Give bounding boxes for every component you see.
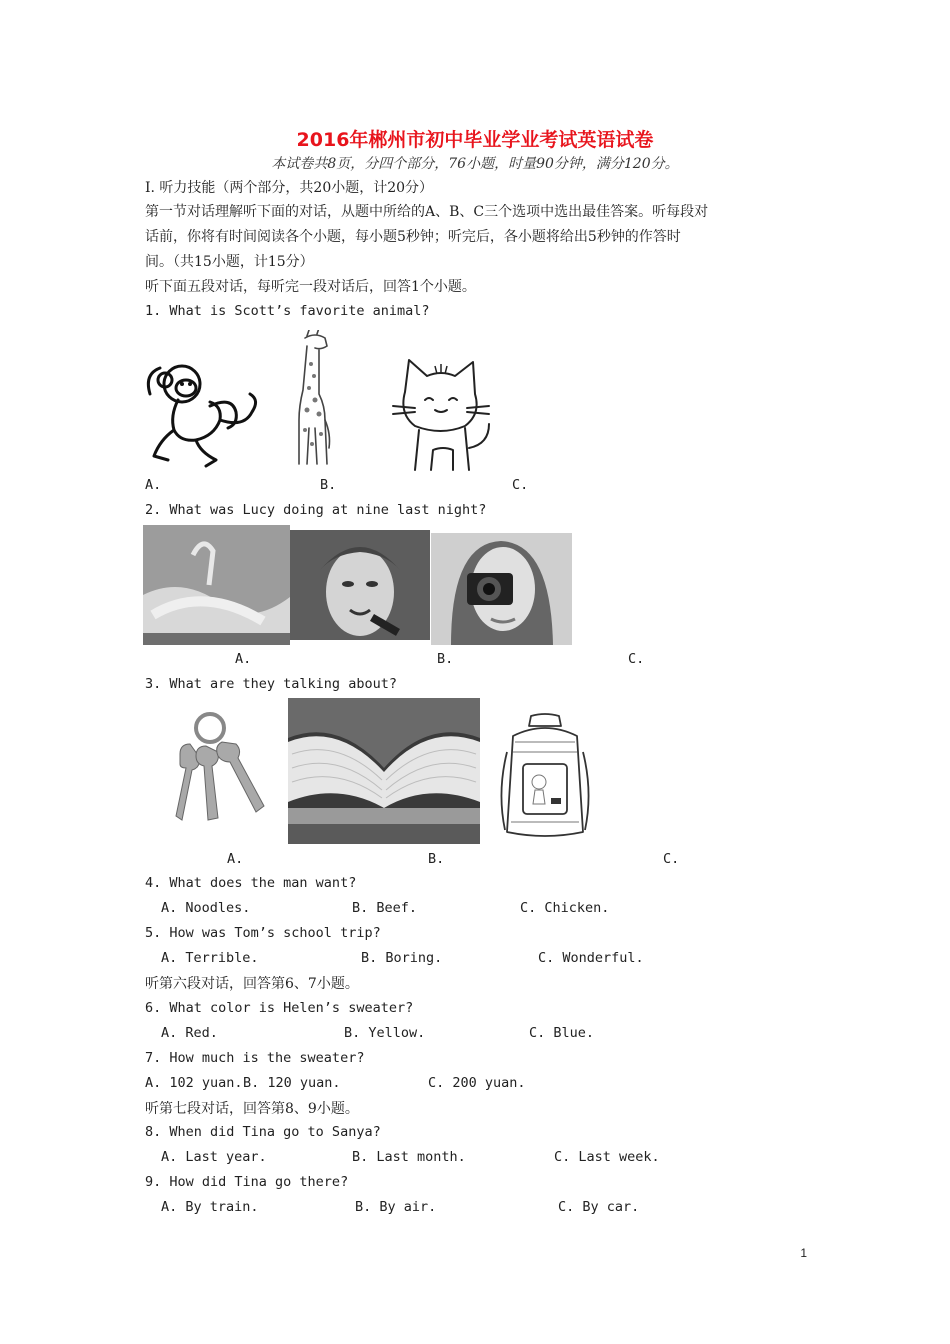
q3-option-b: B. <box>428 851 445 867</box>
question-6: 6. What color is Helen’s sweater? <box>145 1000 414 1016</box>
photographer-photo <box>431 533 572 645</box>
q2-option-b: B. <box>437 651 454 667</box>
q9-option-b: B. By air. <box>355 1199 437 1215</box>
q1-option-b: B. <box>320 477 337 493</box>
q2-option-a: A. <box>235 651 252 667</box>
q1-option-a: A. <box>145 477 162 493</box>
question-2: 2. What was Lucy doing at nine last night? <box>145 502 487 518</box>
intro-line-1: 第一节对话理解听下面的对话，从题中所给的A、B、C三个选项中选出最佳答案。听每段对 <box>145 204 709 220</box>
singing-photo <box>290 530 430 640</box>
question-9: 9. How did Tina go there? <box>145 1174 349 1190</box>
q7-option-b: B. 120 yuan. <box>243 1075 341 1091</box>
question-1: 1. What is Scott’s favorite animal? <box>145 303 430 319</box>
backpack-image <box>495 712 595 842</box>
q6-option-a: A. Red. <box>161 1025 218 1041</box>
question-4: 4. What does the man want? <box>145 875 357 891</box>
dancing-photo <box>143 525 290 645</box>
q8-option-a: A. Last year. <box>161 1149 267 1165</box>
intro-line-3: 间。（共15小题，计15分） <box>145 254 314 270</box>
intro-line-2: 话前，你将有时间阅读各个小题，每小题5秒钟；听完后，各小题将给出5秒钟的作答时 <box>145 229 681 245</box>
q3-option-a: A. <box>227 851 244 867</box>
question-3: 3. What are they talking about? <box>145 676 397 692</box>
q5-option-c: C. Wonderful. <box>538 950 644 966</box>
q4-option-b: B. Beef. <box>352 900 418 916</box>
question-5: 5. How was Tom’s school trip? <box>145 925 381 941</box>
instruction-q8-9: 听第七段对话，回答第8、9小题。 <box>145 1101 359 1117</box>
q1-option-c: C. <box>512 477 529 493</box>
q9-option-a: A. By train. <box>161 1199 259 1215</box>
q5-option-a: A. Terrible. <box>161 950 259 966</box>
exam-title: 2016年郴州市初中毕业学业考试英语试卷 <box>296 129 654 151</box>
monkey-image <box>140 356 265 471</box>
question-7: 7. How much is the sweater? <box>145 1050 365 1066</box>
q4-option-c: C. Chicken. <box>520 900 610 916</box>
q6-option-c: C. Blue. <box>529 1025 595 1041</box>
q8-option-b: B. Last month. <box>352 1149 466 1165</box>
q7-option-a: A. 102 yuan. <box>145 1075 243 1091</box>
cat-image <box>385 352 500 472</box>
q2-option-c: C. <box>628 651 645 667</box>
question-8: 8. When did Tina go to Sanya? <box>145 1124 381 1140</box>
q3-option-c: C. <box>663 851 680 867</box>
page-number: 1 <box>800 1246 807 1260</box>
q7-option-c: C. 200 yuan. <box>428 1075 526 1091</box>
q4-option-a: A. Noodles. <box>161 900 251 916</box>
keys-image <box>160 708 275 828</box>
instruction-q1-5: 听下面五段对话，每听完一段对话后，回答1个小题。 <box>145 279 476 295</box>
book-photo <box>288 698 480 844</box>
q5-option-b: B. Boring. <box>361 950 443 966</box>
section-heading: I. 听力技能（两个部分，共20小题，计20分） <box>145 180 434 196</box>
giraffe-image <box>285 330 365 470</box>
q6-option-b: B. Yellow. <box>344 1025 426 1041</box>
exam-subtitle: 本试卷共8页，分四个部分，76小题，时量90分钟，满分120分。 <box>271 156 679 172</box>
instruction-q6-7: 听第六段对话，回答第6、7小题。 <box>145 976 359 992</box>
q8-option-c: C. Last week. <box>554 1149 660 1165</box>
q9-option-c: C. By car. <box>558 1199 640 1215</box>
